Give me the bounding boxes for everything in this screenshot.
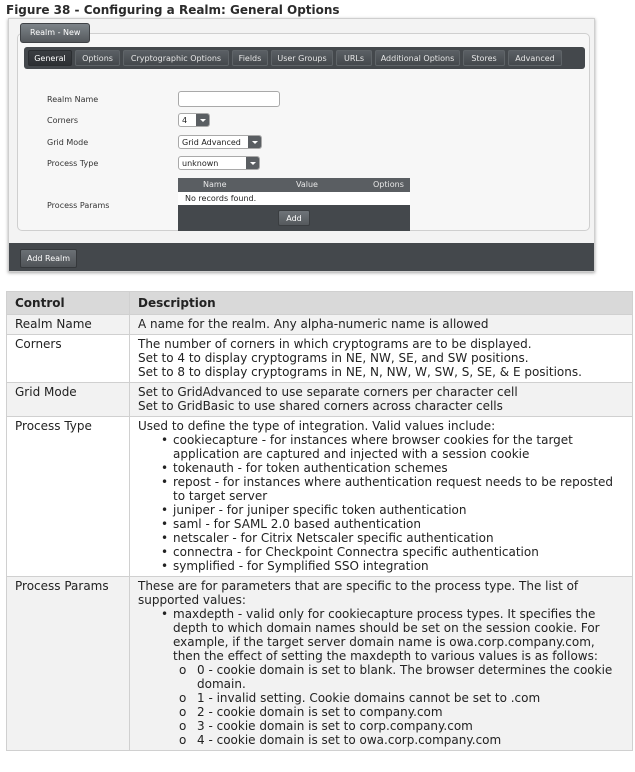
realm-name-label: Realm Name — [47, 95, 99, 104]
grid-mode-select[interactable] — [178, 135, 262, 149]
list-item: • connectra - for Checkpoint Connectra specific authentication — [173, 545, 624, 559]
realm-window — [8, 18, 595, 272]
desc-line: These are for parameters that are specific to the process type. The list of supported values: — [138, 579, 579, 607]
add-realm-button[interactable]: Add Realm — [20, 249, 77, 268]
grid-footer — [178, 205, 410, 231]
table-header — [7, 292, 633, 315]
grid-mode-label: Grid Mode — [47, 138, 89, 147]
list-item: • cookiecapture - for instances where browser cookies for the target application are captured and injected with a session cookie — [173, 433, 624, 461]
list-item: o 2 - cookie domain is set to company.com — [197, 705, 624, 719]
row-control: Process Type — [7, 417, 130, 577]
chevron-down-icon — [246, 157, 259, 169]
desc-line: Set to GridBasic to use shared corners across character cells — [138, 399, 503, 413]
process-params-grid — [178, 178, 410, 233]
tab-urls[interactable]: URLs — [336, 50, 372, 66]
list-item: o 1 - invalid setting. Cookie domains cannot be set to .com — [197, 691, 624, 705]
maxdepth-text: maxdepth - valid only for cookiecapture process types. It specifies the depth to which domain names should be set on the session cookie. For example, if the target server domain name is owa.corp.company.com, then the effect of setting the maxdepth to various values is as follows: — [173, 607, 600, 663]
list-item: • repost - for instances where authentication request needs to be reposted to target server — [173, 475, 624, 503]
realm-fieldset — [17, 33, 590, 231]
realm-name-input[interactable] — [178, 91, 280, 107]
tab-advanced[interactable]: Advanced — [508, 50, 562, 66]
list-item: • saml - for SAML 2.0 based authentication — [173, 517, 624, 531]
chevron-down-icon — [196, 114, 209, 126]
corners-value: 4 — [182, 116, 188, 125]
table-row — [7, 417, 633, 577]
table-row — [7, 383, 633, 417]
list-item: • netscaler - for Citrix Netscaler specific authentication — [173, 531, 624, 545]
tab-bar — [24, 47, 585, 69]
list-item: • tokenauth - for token authentication schemes — [173, 461, 624, 475]
grid-header — [178, 178, 410, 192]
figure-caption: Figure 38 - Configuring a Realm: General Options — [6, 3, 340, 17]
col-options[interactable]: Options — [373, 180, 404, 189]
footer-bar — [9, 243, 594, 271]
header-control: Control — [7, 292, 130, 315]
desc-line: The number of corners in which cryptograms are to be displayed. — [138, 337, 532, 351]
tab-cryptographic-options[interactable]: Cryptographic Options — [123, 50, 229, 66]
header-description: Description — [130, 292, 633, 315]
row-description — [130, 335, 633, 383]
desc-line: Set to GridAdvanced to use separate corners per character cell — [138, 385, 518, 399]
list-item: o 4 - cookie domain is set to owa.corp.company.com — [197, 733, 624, 747]
table-row — [7, 577, 633, 751]
list-item: • symplified - for Symplified SSO integration — [173, 559, 624, 573]
maxdepth-sublist — [173, 663, 624, 747]
list-item — [173, 607, 624, 747]
process-type-value: unknown — [182, 159, 219, 168]
process-type-select[interactable] — [178, 156, 260, 170]
list-item: o 3 - cookie domain is set to corp.company.com — [197, 719, 624, 733]
table-row — [7, 335, 633, 383]
realm-legend: Realm - New — [20, 23, 90, 43]
tab-additional-options[interactable]: Additional Options — [375, 50, 460, 66]
list-item: • juniper - for juniper specific token authentication — [173, 503, 624, 517]
corners-label: Corners — [47, 116, 79, 125]
process-type-label: Process Type — [47, 159, 99, 168]
list-item: o 0 - cookie domain is set to blank. The browser determines the cookie domain. — [197, 663, 624, 691]
row-control: Process Params — [7, 577, 130, 751]
row-control: Grid Mode — [7, 383, 130, 417]
row-description — [130, 383, 633, 417]
table-row — [7, 315, 633, 335]
row-description — [130, 417, 633, 577]
desc-line: Set to 8 to display cryptograms in NE, N, NW, W, SW, S, SE, & E positions. — [138, 365, 582, 379]
grid-empty-message: No records found. — [178, 192, 410, 205]
process-params-list — [138, 607, 624, 747]
tab-fields[interactable]: Fields — [232, 50, 268, 66]
corners-select[interactable] — [178, 113, 210, 127]
grid-mode-value: Grid Advanced — [182, 138, 241, 147]
process-type-list — [138, 433, 624, 573]
process-params-label: Process Params — [47, 201, 110, 210]
row-description — [130, 577, 633, 751]
desc-line: Used to define the type of integration. Valid values include: — [138, 419, 496, 433]
tab-options[interactable]: Options — [75, 50, 120, 66]
add-param-button[interactable]: Add — [278, 210, 310, 226]
desc-line: Set to 4 to display cryptograms in NE, NW, SE, and SW positions. — [138, 351, 529, 365]
col-value[interactable]: Value — [296, 180, 318, 189]
row-description: A name for the realm. Any alpha-numeric name is allowed — [130, 315, 633, 335]
col-name[interactable]: Name — [203, 180, 227, 189]
row-control: Corners — [7, 335, 130, 383]
tab-general[interactable]: General — [28, 50, 72, 66]
chevron-down-icon — [248, 136, 261, 148]
options-table — [6, 291, 633, 751]
tab-user-groups[interactable]: User Groups — [271, 50, 333, 66]
tab-stores[interactable]: Stores — [463, 50, 505, 66]
row-control: Realm Name — [7, 315, 130, 335]
